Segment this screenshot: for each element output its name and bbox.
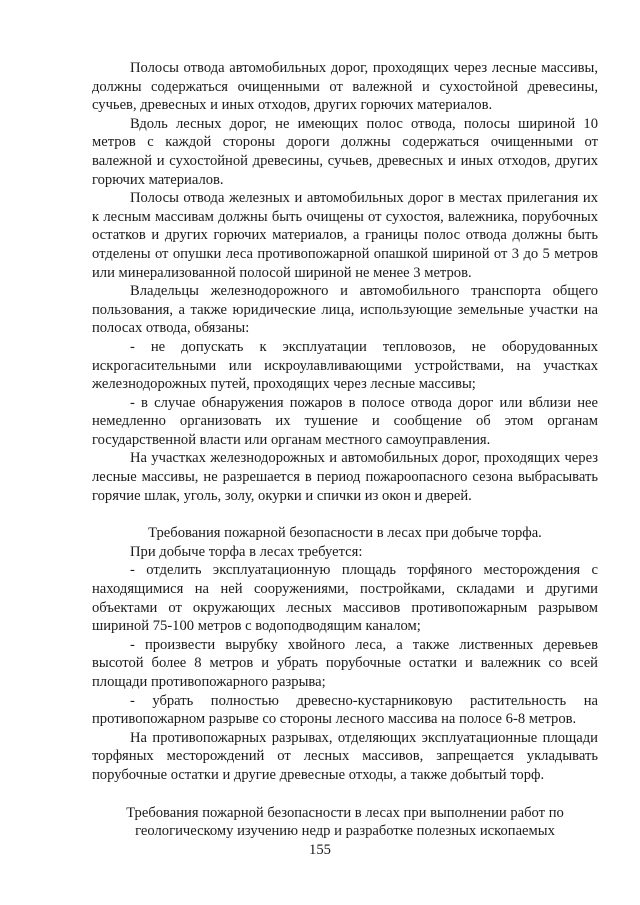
paragraph-forest-roads: Вдоль лесных дорог, не имеющих полос отвода, полосы шириной 10 метров с каждой стороны дороги должны содержаться очищенными от валежной и сухостойной древесины, сучьев, древесных и иных отходов, других горючих материалов.	[92, 115, 598, 188]
paragraph-hot-waste: На участках железнодорожных и автомобильных дорог, проходящих через лесные массивы, не разрешается в период пожароопасного сезона выбрасывать горячие шлак, уголь, золу, окурки и спички из окон и дверей.	[92, 450, 598, 504]
spacer	[92, 505, 598, 524]
paragraph-owners-obligations: Владельцы железнодорожного и автомобильного транспорта общего пользования, а также юридические лица, использующие земельные участки на полосах отвода, обязаны:	[92, 283, 598, 337]
paragraph-peat-intro: При добыче торфа в лесах требуется:	[130, 543, 363, 560]
list-item-separate-area: - отделить эксплуатационную площадь торфяного месторождения с находящимися на ней сооружениями, постройками, складами и другими объектами от окружающих лесных массивов противопожарным разрывом шириной 75-100 метров с водоподводящим каналом;	[92, 562, 598, 635]
document-body	[92, 59, 598, 841]
list-item-remove-shrubs: - убрать полностью древесно-кустарниковую растительность на противопожарном разрыве со стороны лесного массива на полосе 6-8 метров.	[92, 692, 598, 728]
list-item-cut-trees: - произвести вырубку хвойного леса, а также лиственных деревьев высотой более 8 метров и убрать порубочные остатки и валежник со всей площади противопожарного разрыва;	[92, 636, 598, 690]
list-item-fire-detection: - в случае обнаружения пожаров в полосе отвода дорог или вблизи нее немедленно организовать их тушение и сообщение об этом органам государственной власти или органам местного самоуправления.	[92, 394, 598, 448]
section-heading-geology: Требования пожарной безопасности в лесах при выполнении работ по геологическому изучению недр и разработке полезных ископаемых	[126, 804, 564, 840]
spacer	[92, 785, 598, 804]
page-number: 155	[309, 842, 331, 858]
paragraph-rail-road-strips: Полосы отвода железных и автомобильных дорог в местах прилегания их к лесным массивам должны быть очищены от сухостоя, валежника, порубочных остатков и других горючих материалов, а границы полос отвода должны быть отделены от опушки леса противопожарной опашкой шириной от 3 до 5 метров или минерализованной полосой шириной не менее 3 метров.	[92, 190, 598, 281]
section-heading-peat: Требования пожарной безопасности в лесах при добыче торфа.	[148, 525, 542, 542]
list-item-locomotives: - не допускать к эксплуатации тепловозов, не оборудованных искрогасительными или искроулавливающими устройствами, на участках железнодорожных путей, проходящих через лесные массивы;	[92, 338, 598, 393]
paragraph-road-strips: Полосы отвода автомобильных дорог, проходящих через лесные массивы, должны содержаться очищенными от валежной и сухостойной древесины, сучьев, древесных и иных отходов, других горючих материалов.	[92, 60, 598, 114]
paragraph-firebreak-prohibition: На противопожарных разрывах, отделяющих эксплуатационные площади торфяных месторождений от лесных массивов, запрещается укладывать порубочные остатки и другие древесные отходы, а также добытый торф.	[92, 729, 598, 783]
